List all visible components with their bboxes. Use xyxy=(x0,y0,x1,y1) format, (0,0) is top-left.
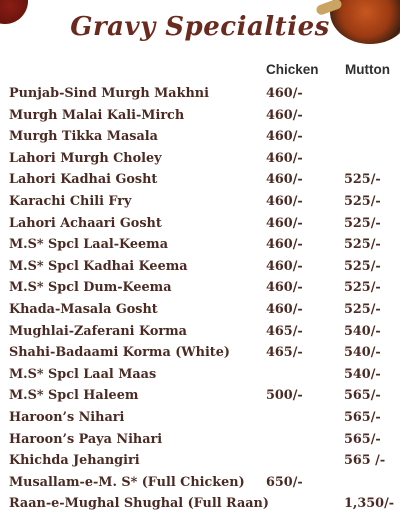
column-header-mutton: Mutton xyxy=(345,62,390,77)
chicken-price: 460/- xyxy=(266,129,303,145)
mutton-price: 540/- xyxy=(344,323,381,339)
item-name: M.S* Spcl Laal Maas xyxy=(9,366,157,382)
chicken-price: 460/- xyxy=(266,215,303,231)
menu-list xyxy=(0,84,400,516)
item-name: Khada-Masala Gosht xyxy=(9,301,158,317)
item-name: Raan-e-Mughal Shughal (Full Raan) xyxy=(9,496,269,512)
menu-item xyxy=(0,343,400,365)
menu-item xyxy=(0,408,400,430)
chicken-price: 460/- xyxy=(266,193,303,209)
menu-item xyxy=(0,451,400,473)
menu-item xyxy=(0,192,400,214)
mutton-price: 525/- xyxy=(344,280,381,296)
mutton-price: 540/- xyxy=(344,345,381,361)
chicken-price: 460/- xyxy=(266,86,303,101)
item-name: Murgh Malai Kali-Mirch xyxy=(9,107,185,123)
mutton-price: 525/- xyxy=(344,237,381,253)
item-name: Lahori Achaari Gosht xyxy=(9,215,162,231)
item-name: Karachi Chili Fry xyxy=(9,193,132,209)
menu-item xyxy=(0,300,400,322)
mutton-price: 525/- xyxy=(344,193,381,209)
menu-item xyxy=(0,84,400,106)
menu-item xyxy=(0,257,400,279)
chicken-price: 460/- xyxy=(266,301,303,317)
chicken-price: 460/- xyxy=(266,237,303,253)
item-name: Punjab-Sind Murgh Makhni xyxy=(9,86,209,101)
mutton-price: 565/- xyxy=(344,388,381,404)
item-name: M.S* Spcl Dum-Keema xyxy=(9,280,172,296)
menu-item xyxy=(0,365,400,387)
chicken-price: 500/- xyxy=(266,388,303,404)
mutton-price: 525/- xyxy=(344,172,381,188)
mutton-price: 540/- xyxy=(344,366,381,382)
item-name: M.S* Spcl Laal-Keema xyxy=(9,237,169,253)
chicken-price: 460/- xyxy=(266,258,303,274)
chicken-price: 460/- xyxy=(266,280,303,296)
item-name: Haroon’s Paya Nihari xyxy=(9,431,163,447)
column-header-chicken: Chicken xyxy=(266,62,319,77)
item-name: Haroon’s Nihari xyxy=(9,409,125,425)
menu-item xyxy=(0,430,400,452)
chicken-price: 460/- xyxy=(266,150,303,166)
section-title: Gravy Specialties xyxy=(70,12,330,42)
mutton-price: 565/- xyxy=(344,431,381,447)
menu-item xyxy=(0,386,400,408)
chicken-price: 460/- xyxy=(266,107,303,123)
item-name: Lahori Murgh Choley xyxy=(9,150,162,166)
menu-item xyxy=(0,106,400,128)
item-name: M.S* Spcl Kadhai Keema xyxy=(9,258,188,274)
mutton-price: 525/- xyxy=(344,301,381,317)
menu-item xyxy=(0,278,400,300)
mutton-price: 565 /- xyxy=(344,453,386,469)
item-name: Lahori Kadhai Gosht xyxy=(9,172,158,188)
item-name: Khichda Jehangiri xyxy=(9,453,140,469)
mutton-price: 1,350/- xyxy=(344,496,395,512)
item-name: M.S* Spcl Haleem xyxy=(9,388,139,404)
menu-item xyxy=(0,494,400,516)
mutton-price: 565/- xyxy=(344,409,381,425)
item-name: Mughlai-Zaferani Korma xyxy=(9,323,187,339)
menu-item xyxy=(0,322,400,344)
chicken-price: 650/- xyxy=(266,474,303,490)
chicken-price: 465/- xyxy=(266,345,303,361)
chicken-price: 465/- xyxy=(266,323,303,339)
menu-item xyxy=(0,473,400,495)
item-name: Shahi-Badaami Korma (White) xyxy=(9,345,230,361)
mutton-price: 525/- xyxy=(344,215,381,231)
menu-item xyxy=(0,170,400,192)
menu-item xyxy=(0,214,400,236)
chicken-price: 460/- xyxy=(266,172,303,188)
item-name: Murgh Tikka Masala xyxy=(9,129,158,145)
mutton-price: 525/- xyxy=(344,258,381,274)
menu-item xyxy=(0,127,400,149)
menu-item xyxy=(0,149,400,171)
item-name: Musallam-e-M. S* (Full Chicken) xyxy=(9,474,245,490)
menu-item xyxy=(0,235,400,257)
